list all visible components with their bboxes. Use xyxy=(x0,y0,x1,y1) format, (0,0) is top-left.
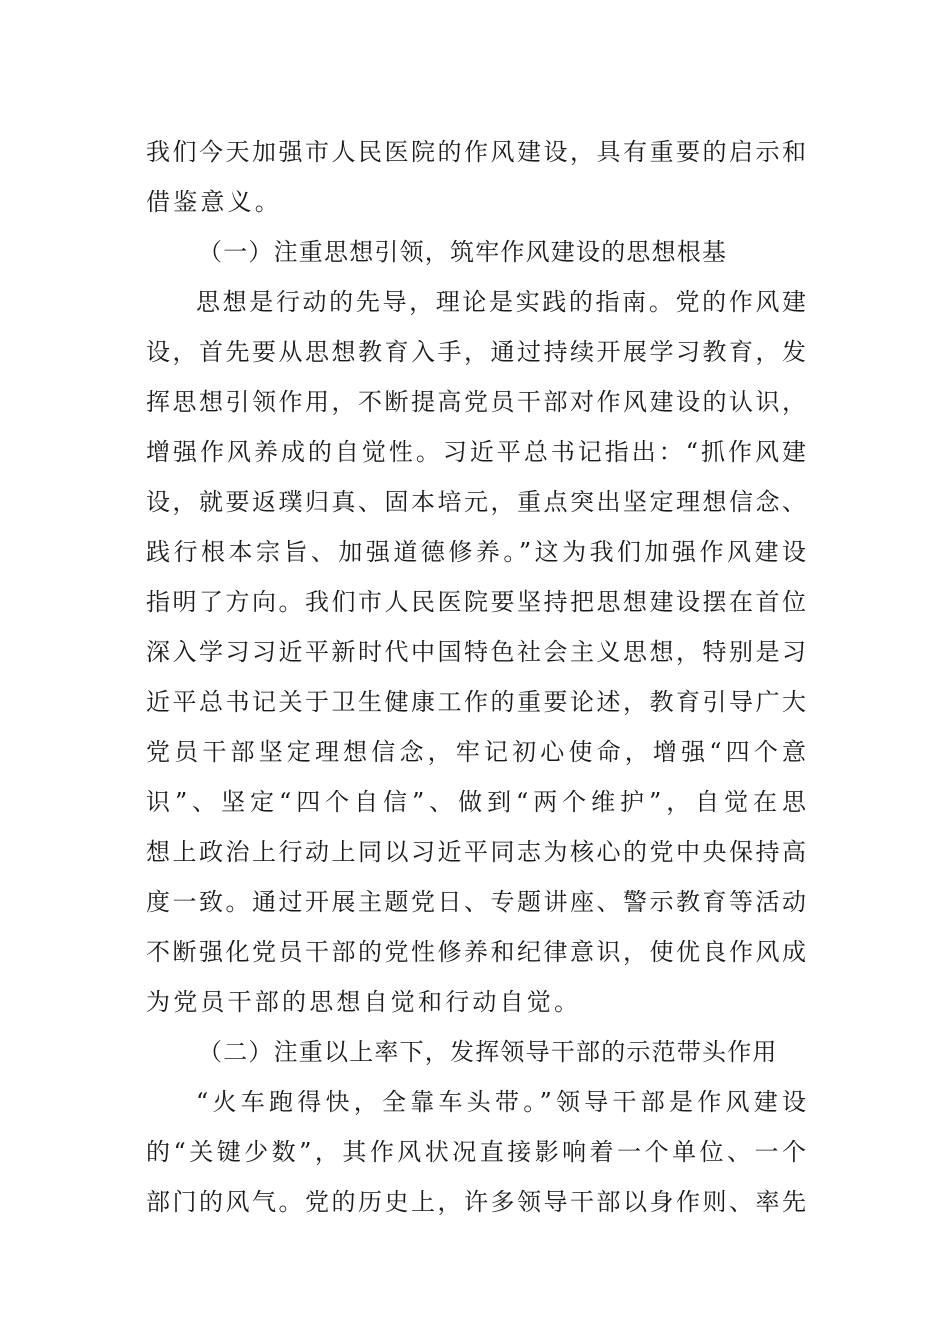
paragraph-1-line-3: 挥思想引领作用，不断提高党员干部对作风建设的认识， xyxy=(146,388,806,416)
paragraph-1-line-8: 深入学习习近平新时代中国特色社会主义思想，特别是习 xyxy=(146,638,806,666)
paragraph-1-line-11: 识”、坚定“四个自信”、做到“两个维护”，自觉在思 xyxy=(146,788,806,816)
paragraph-1-line-7: 指明了方向。我们市人民医院要坚持把思想建设摆在首位 xyxy=(146,588,806,616)
paragraph-1-line-5: 设，就要返璞归真、固本培元，重点突出坚定理想信念、 xyxy=(146,488,806,516)
paragraph-1-line-6: 践行根本宗旨、加强道德修养。”这为我们加强作风建设 xyxy=(146,538,806,566)
intro-line-2: 借鉴意义。 xyxy=(146,188,282,216)
paragraph-1-line-2: 设，首先要从思想教育入手，通过持续开展学习教育，发 xyxy=(146,338,806,366)
section-heading-1: （一）注重思想引领，筑牢作风建设的思想根基 xyxy=(198,238,728,266)
paragraph-2-line-3: 部门的风气。党的历史上，许多领导干部以身作则、率先 xyxy=(146,1188,806,1216)
paragraph-2-line-1: “火车跑得快，全靠车头带。”领导干部是作风建设 xyxy=(196,1088,806,1116)
paragraph-1-line-12: 想上政治上行动上同以习近平同志为核心的党中央保持高 xyxy=(146,838,806,866)
paragraph-1-line-13: 度一致。通过开展主题党日、专题讲座、警示教育等活动 xyxy=(146,888,806,916)
paragraph-1-line-4: 增强作风养成的自觉性。习近平总书记指出：“抓作风建 xyxy=(146,438,806,466)
paragraph-1-line-10: 党员干部坚定理想信念，牢记初心使命，增强“四个意 xyxy=(146,738,806,766)
paragraph-1-line-9: 近平总书记关于卫生健康工作的重要论述，教育引导广大 xyxy=(146,688,806,716)
paragraph-1-line-1: 思想是行动的先导，理论是实践的指南。党的作风建 xyxy=(196,288,806,316)
paragraph-1-line-15: 为党员干部的思想自觉和行动自觉。 xyxy=(146,988,582,1016)
paragraph-1-line-14: 不断强化党员干部的党性修养和纪律意识，使优良作风成 xyxy=(146,938,806,966)
intro-line-1: 我们今天加强市人民医院的作风建设，具有重要的启示和 xyxy=(146,138,806,166)
section-heading-2: （二）注重以上率下，发挥领导干部的示范带头作用 xyxy=(198,1038,778,1066)
paragraph-2-line-2: 的“关键少数”，其作风状况直接影响着一个单位、一个 xyxy=(146,1138,806,1166)
